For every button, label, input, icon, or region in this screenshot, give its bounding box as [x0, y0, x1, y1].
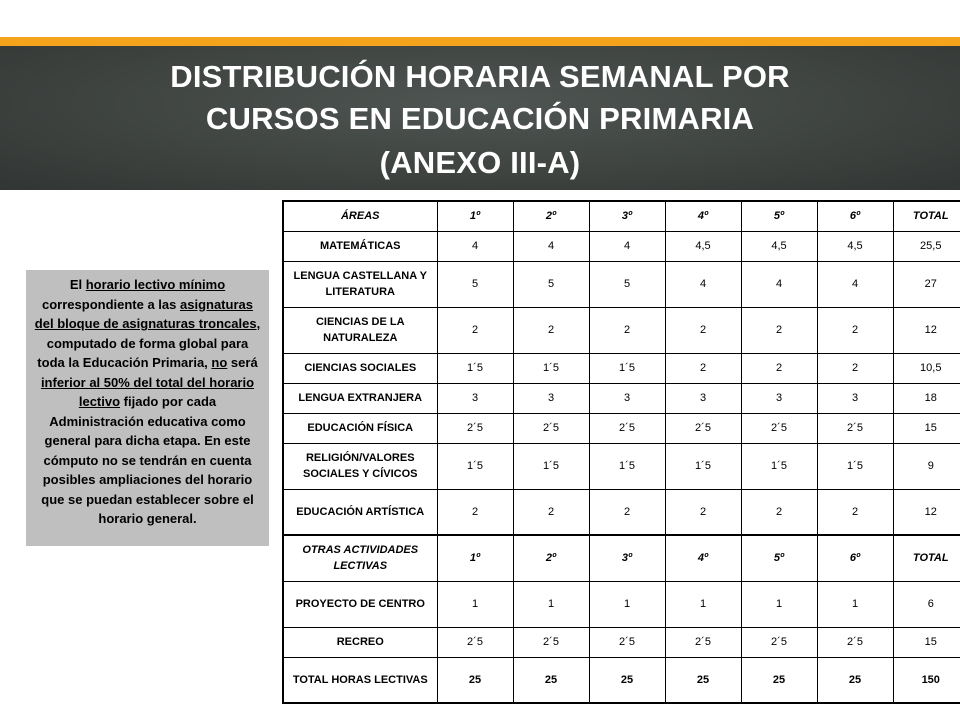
- value-cell: 4: [741, 261, 817, 307]
- note-underlined-text: no: [211, 355, 228, 370]
- value-cell: 2: [437, 307, 513, 353]
- schedule-table: [282, 200, 960, 704]
- value-cell: 1º: [437, 535, 513, 581]
- note-text: El: [69, 277, 86, 292]
- value-cell: 5: [437, 261, 513, 307]
- value-cell: 2´5: [741, 413, 817, 443]
- value-cell: 6º: [817, 201, 893, 231]
- row-label-cell: EDUCACIÓN FÍSICA: [283, 413, 437, 443]
- title-line-1: DISTRIBUCIÓN HORARIA SEMANAL POR: [170, 59, 790, 94]
- row-label-cell: CIENCIAS DE LA NATURALEZA: [283, 307, 437, 353]
- table-row: [283, 231, 960, 261]
- row-label-cell: MATEMÁTICAS: [283, 231, 437, 261]
- accent-bar: [0, 37, 960, 46]
- value-cell: 1´5: [741, 443, 817, 489]
- value-cell: 3: [513, 383, 589, 413]
- value-cell: 4: [817, 261, 893, 307]
- value-cell: 4: [589, 231, 665, 261]
- value-cell: 1º: [437, 201, 513, 231]
- value-cell: 2: [589, 489, 665, 535]
- value-cell: 5: [589, 261, 665, 307]
- note-underlined-text: inferior al 50% del total del horario lectivo: [40, 374, 255, 409]
- value-cell: 3º: [589, 535, 665, 581]
- value-cell: 25: [741, 657, 817, 703]
- value-cell: 25: [817, 657, 893, 703]
- value-cell: 2: [741, 353, 817, 383]
- row-label-cell: RECREO: [283, 627, 437, 657]
- row-label-cell: LENGUA EXTRANJERA: [283, 383, 437, 413]
- value-cell: 4,5: [665, 231, 741, 261]
- value-cell: 2: [513, 489, 589, 535]
- value-cell: 1: [589, 581, 665, 627]
- value-cell: 1´5: [589, 353, 665, 383]
- value-cell: 4º: [665, 535, 741, 581]
- row-label-cell: OTRAS ACTIVIDADES LECTIVAS: [283, 535, 437, 581]
- value-cell: 4º: [665, 201, 741, 231]
- value-cell: 2´5: [589, 627, 665, 657]
- value-cell: 1: [741, 581, 817, 627]
- value-cell: 2´5: [665, 627, 741, 657]
- value-cell: 10,5: [893, 353, 960, 383]
- value-cell: 25,5: [893, 231, 960, 261]
- value-cell: 1: [665, 581, 741, 627]
- value-cell: 12: [893, 307, 960, 353]
- table-row: [283, 383, 960, 413]
- table-row: [283, 353, 960, 383]
- value-cell: 2´5: [437, 627, 513, 657]
- value-cell: 1: [437, 581, 513, 627]
- value-cell: 25: [665, 657, 741, 703]
- row-label-cell: PROYECTO DE CENTRO: [283, 581, 437, 627]
- value-cell: 2: [437, 489, 513, 535]
- value-cell: 18: [893, 383, 960, 413]
- value-cell: 4: [513, 231, 589, 261]
- value-cell: 1: [817, 581, 893, 627]
- value-cell: 6º: [817, 535, 893, 581]
- value-cell: 2´5: [817, 413, 893, 443]
- value-cell: 1´5: [665, 443, 741, 489]
- value-cell: 2´5: [513, 627, 589, 657]
- value-cell: 3º: [589, 201, 665, 231]
- note-text: correspondiente a las: [42, 296, 180, 312]
- value-cell: 5º: [741, 201, 817, 231]
- value-cell: 2: [665, 307, 741, 353]
- value-cell: 2: [817, 353, 893, 383]
- note-underlined-text: asignaturas del bloque de asignaturas troncales: [34, 296, 257, 331]
- value-cell: 3: [437, 383, 513, 413]
- value-cell: 3: [741, 383, 817, 413]
- value-cell: 2´5: [665, 413, 741, 443]
- value-cell: 25: [513, 657, 589, 703]
- value-cell: 2´5: [513, 413, 589, 443]
- table-row: [283, 307, 960, 353]
- value-cell: 3: [817, 383, 893, 413]
- note-text: fijado por cada Administración educativa como general para dicha etapa. En este cómputo no se tendrán en cuenta posibles ampliaciones del horario que se puedan establecer sobre el horario general.: [41, 394, 254, 526]
- value-cell: 2: [665, 489, 741, 535]
- table-row: [283, 261, 960, 307]
- table-total-row: [283, 657, 960, 703]
- value-cell: 1´5: [437, 353, 513, 383]
- info-note: [26, 270, 269, 546]
- value-cell: 25: [589, 657, 665, 703]
- row-label-cell: RELIGIÓN/VALORES SOCIALES Y CÍVICOS: [283, 443, 437, 489]
- value-cell: 1´5: [437, 443, 513, 489]
- value-cell: 150: [893, 657, 960, 703]
- value-cell: 4: [437, 231, 513, 261]
- value-cell: 2: [741, 489, 817, 535]
- title-line-2: CURSOS EN EDUCACIÓN PRIMARIA: [205, 101, 755, 136]
- value-cell: 1´5: [589, 443, 665, 489]
- value-cell: 1´5: [513, 443, 589, 489]
- value-cell: 5º: [741, 535, 817, 581]
- table-row: [283, 413, 960, 443]
- value-cell: 1: [513, 581, 589, 627]
- value-cell: 15: [893, 413, 960, 443]
- row-label-cell: CIENCIAS SOCIALES: [283, 353, 437, 383]
- value-cell: 2´5: [437, 413, 513, 443]
- row-label-cell: ÁREAS: [283, 201, 437, 231]
- table-row: [283, 627, 960, 657]
- value-cell: 5: [513, 261, 589, 307]
- value-cell: 4,5: [741, 231, 817, 261]
- note-underlined-text: horario lectivo mínimo: [85, 277, 226, 292]
- value-cell: 6: [893, 581, 960, 627]
- value-cell: 2: [817, 307, 893, 353]
- value-cell: 2: [817, 489, 893, 535]
- value-cell: 1´5: [513, 353, 589, 383]
- title-banner: [0, 46, 960, 190]
- table-row: [283, 581, 960, 627]
- row-label-cell: LENGUA CASTELLANA Y LITERATURA: [283, 261, 437, 307]
- row-label-cell: EDUCACIÓN ARTÍSTICA: [283, 489, 437, 535]
- table-header-row: [283, 201, 960, 231]
- value-cell: 12: [893, 489, 960, 535]
- row-label-cell: TOTAL HORAS LECTIVAS: [283, 657, 437, 703]
- value-cell: 3: [665, 383, 741, 413]
- value-cell: 2: [665, 353, 741, 383]
- value-cell: 2: [589, 307, 665, 353]
- value-cell: 2´5: [817, 627, 893, 657]
- table-header-row: [283, 535, 960, 581]
- table-row: [283, 443, 960, 489]
- note-text: , computado de forma global para toda la Educación Primaria,: [37, 316, 261, 370]
- value-cell: 1´5: [817, 443, 893, 489]
- value-cell: 3: [589, 383, 665, 413]
- value-cell: 27: [893, 261, 960, 307]
- value-cell: 15: [893, 627, 960, 657]
- value-cell: 2: [741, 307, 817, 353]
- value-cell: 25: [437, 657, 513, 703]
- value-cell: 2º: [513, 201, 589, 231]
- table-row: [283, 489, 960, 535]
- note-text: será: [227, 355, 258, 370]
- value-cell: 2´5: [741, 627, 817, 657]
- value-cell: TOTAL: [893, 201, 960, 231]
- value-cell: 4,5: [817, 231, 893, 261]
- title-line-3: (ANEXO III-A): [379, 145, 581, 180]
- value-cell: 2: [513, 307, 589, 353]
- value-cell: 9: [893, 443, 960, 489]
- value-cell: TOTAL: [893, 535, 960, 581]
- value-cell: 2´5: [589, 413, 665, 443]
- value-cell: 2º: [513, 535, 589, 581]
- value-cell: 4: [665, 261, 741, 307]
